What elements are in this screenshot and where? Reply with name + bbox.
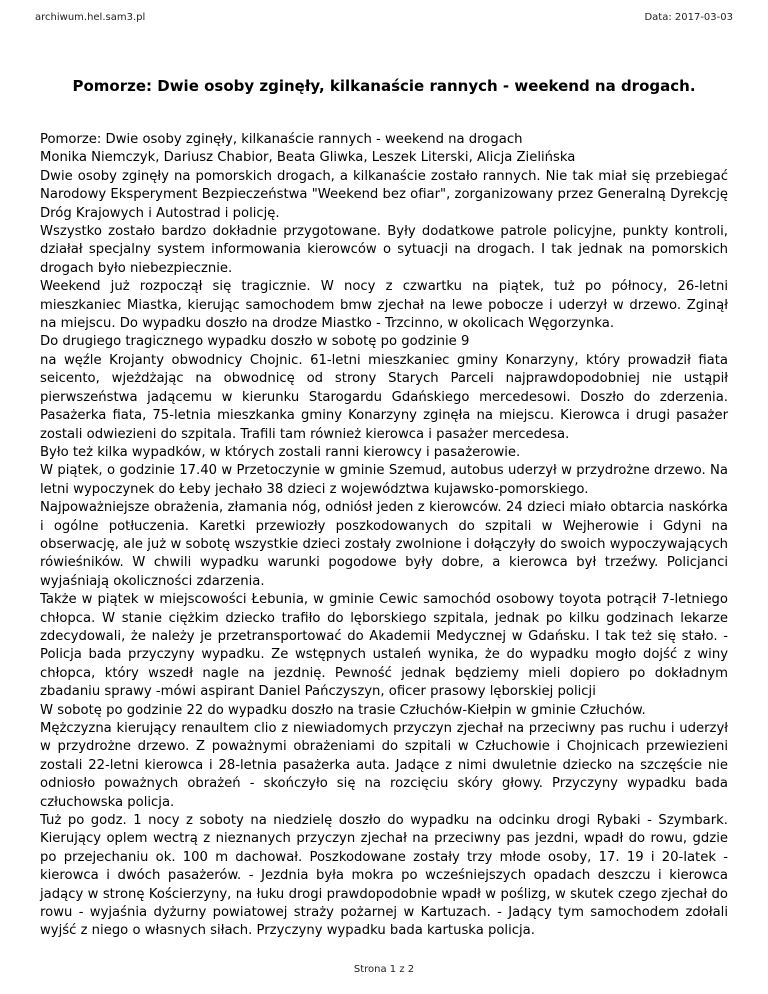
article-paragraph: W sobotę po godzinie 22 do wypadku doszło na trasie Człuchów-Kiełpin w gminie Człuchów. [40, 702, 646, 718]
article-paragraph: Do drugiego tragicznego wypadku doszło w sobotę po godzinie 9 [40, 334, 470, 350]
page-title: Pomorze: Dwie osoby zginęły, kilkanaście rannych - weekend na drogach. [72, 77, 696, 95]
article-paragraph: Weekend już rozpoczął się tragicznie. W nocy z czwartku na piątek, tuż po północy, 26-letni mieszkaniec Miastka, kierując samochodem bmw zjechał na lewe pobocze i uderzył w drzewo. Zginął na miejscu. Do wypadku doszło na drodze Miastko - Trzcinno, w okolicach Węgorzynka. [40, 279, 728, 332]
article-paragraph: Wszystko zostało bardzo dokładnie przygotowane. Były dodatkowe patrole policyjne, punkty kontroli, działał specjalny system informowania kierowców o sytuacji na drogach. I tak jednak na pomorskich drogach było niebezpiecznie. [40, 224, 728, 276]
article-paragraph: Najpoważniejsze obrażenia, złamania nóg, odniósł jeden z kierowców. 24 dzieci miało obtarcia naskórka i ogólne potłuczenia. Karetki przewiozły poszkodowanych do szpitali w Wejherowie i Gdyni na obserwację, ale już w sobotę wszystkie dzieci zostały zwolnione i dołączyły do swoich wypoczywających rówieśników. W chwili wypadku warunki pogodowe były dobre, a kierowca był trzeźwy. Policjanci wyjaśniają okoliczności zdarzenia. [40, 500, 728, 589]
site-url: archiwum.hel.sam3.pl [35, 12, 146, 23]
page-number: Strona 1 z 2 [353, 964, 415, 975]
article-paragraph: Pomorze: Dwie osoby zginęły, kilkanaście rannych - weekend na drogach [40, 132, 523, 147]
article-paragraph: Dwie osoby zginęły na pomorskich drogach, a kilkanaście zostało rannych. Nie tak miał się przebiegać Narodowy Eksperyment Bezpieczeństwa "Weekend bez ofiar", zorganizowany przez Generalną Dyrekcję Dróg Krajowych i Autostrad i policję. [40, 168, 728, 221]
article-authors: Monika Niemczyk, Dariusz Chabior, Beata Gliwka, Leszek Literski, Alicja Zielińska [40, 150, 576, 166]
article-body [40, 131, 728, 941]
article-paragraph: na węźle Krojanty obwodnicy Chojnic. 61-letni mieszkaniec gminy Konarzyny, który prowadził fiata seicento, wjeżdżając na obwodnicę od strony Starych Parceli najprawdopodobniej nie ustąpił pierwszeństwa jadącemu w kierunku Starogardu Gdańskiego mercedesowi. Doszło do zderzenia. Pasażerka fiata, 75-letnia mieszkanka gminy Konarzyny zginęła na miejscu. Kierowca i drugi pasażer zostali odwiezieni do szpitala. Trafili tam również kierowca i pasażer mercedesa. [40, 352, 728, 442]
article-paragraph: Mężczyzna kierujący renaultem clio z niewiadomych przyczyn zjechał na przeciwny pas ruchu i uderzył w przydrożne drzewo. Z poważnymi obrażeniami do szpitali w Człuchowie i Chojnicach przewiezieni zostali 22-letni kierowca i 28-letnia pasażerka auta. Jadące z nimi dwuletnie dziecko na szczęście nie odniosło poważnych obrażeń - skończyło się na rozcięciu skóry głowy. Przyczyny wypadku bada człuchowska policja. [40, 721, 728, 810]
article-paragraph: Także w piątek w miejscowości Łebunia, w gminie Cewic samochód osobowy toyota potrącił 7-letniego chłopca. W stanie ciężkim dziecko trafiło do lęborskiego szpitala, jednak po kilku godzinach lekarze zdecydowali, że należy je przetransportować do Akademii Medycznej w Gdańsku. I tak też się stało. - Policja bada przyczyny wypadku. Ze wstępnych ustaleń wynika, że do wypadku mogło dojść z winy chłopca, który wszedł nagle na jezdnię. Pewność jednak będziemy mieli dopiero po dokładnym zbadaniu sprawy -mówi aspirant Daniel Pańczyszyn, oficer prasowy lęborskiej policji [40, 592, 728, 700]
document-date: Data: 2017-03-03 [644, 12, 733, 23]
article-paragraph: Tuż po godz. 1 nocy z soboty na niedzielę doszło do wypadku na odcinku drogi Rybaki - Szymbark. Kierujący oplem wectrą z nieznanych przyczyn zjechał na przeciwny pas jezdni, wpadł do rowu, gdzie po przejechaniu ok. 100 m dachował. Poszkodowane zostały trzy młode osoby, 17. 19 i 20-latek - kierowca i dwóch pasażerów. - Jezdnia była mokra po wcześniejszych opadach deszczu i kierowca jadący w stronę Kościerzyny, na łuku drogi prawdopodobnie wpadł w poślizg, w skutek czego zjechał do rowu - wyjaśnia dyżurny powiatowej straży pożarnej w Kartuzach. - Jadący tym samochodem zdołali wyjść z niego o własnych siłach. Przyczyny wypadku bada kartuska policja. [40, 813, 728, 939]
article-paragraph: Było też kilka wypadków, w których zostali ranni kierowcy i pasażerowie. [40, 444, 521, 460]
article-paragraph: W piątek, o godzinie 17.40 w Przetoczynie w gminie Szemud, autobus uderzył w przydrożne drzewo. Na letni wypoczynek do Łeby jechało 38 dzieci z województwa kujawsko-pomorskiego. [40, 463, 728, 497]
